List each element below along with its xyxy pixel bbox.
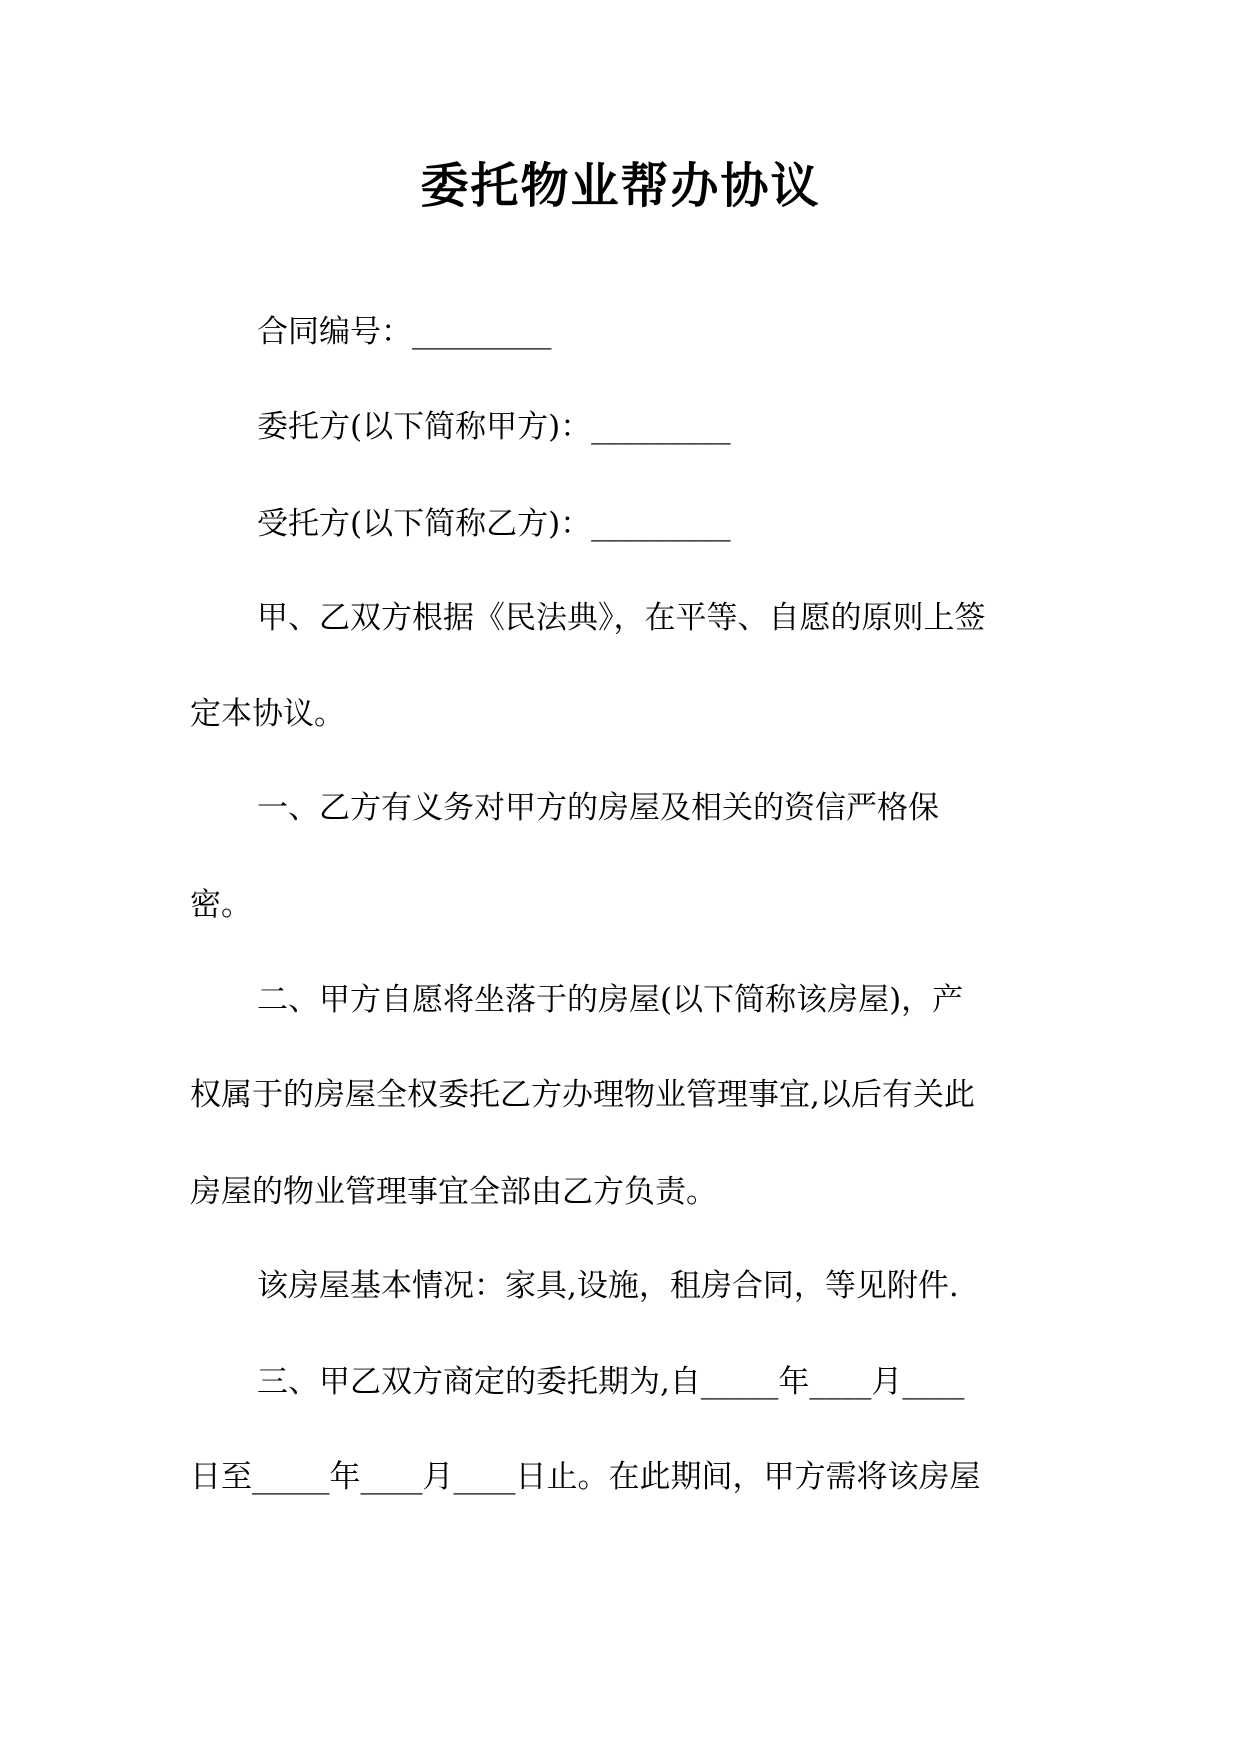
clause-2-line-3: 房屋的物业管理事宜全部由乙方负责。 xyxy=(190,1174,717,1210)
clause-2-line-1: 二、甲方自愿将坐落于的房屋(以下简称该房屋)，产 xyxy=(257,982,964,1018)
property-info-line: 该房屋基本情况：家具,设施，租房合同，等见附件. xyxy=(257,1268,959,1304)
clause-3-line-1: 三、甲乙双方商定的委托期为,自_____年____月____ xyxy=(257,1364,965,1400)
clause-3-line-2: 日至_____年____月____日止。在此期间，甲方需将该房屋 xyxy=(190,1459,981,1495)
clause-2-line-2: 权属于的房屋全权委托乙方办理物业管理事宜,以后有关此 xyxy=(190,1077,975,1113)
principal-party-line: 委托方(以下简称甲方)：_________ xyxy=(257,409,731,445)
contract-number-line: 合同编号：_________ xyxy=(257,314,552,350)
clause-1-line-1: 一、乙方有义务对甲方的房屋及相关的资信严格保 xyxy=(257,790,939,826)
clause-1-line-2: 密。 xyxy=(190,887,252,923)
agent-party-line: 受托方(以下简称乙方)：_________ xyxy=(257,506,731,542)
preamble-line-2: 定本协议。 xyxy=(190,696,345,732)
document-title: 委托物业帮办协议 xyxy=(420,158,821,214)
preamble-line-1: 甲、乙双方根据《民法典》，在平等、自愿的原则上签 xyxy=(257,600,986,636)
